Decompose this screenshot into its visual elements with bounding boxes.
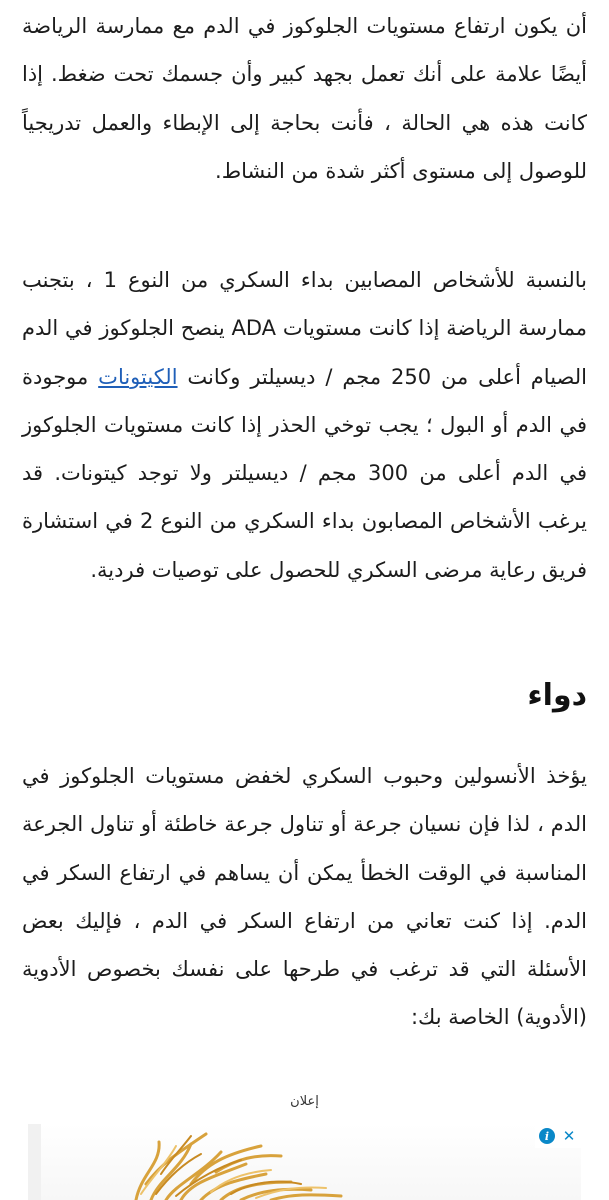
- paragraph-text-after-link: موجودة في الدم أو البول ؛ يجب توخي الحذر إذا كانت مستويات الجلوكوز في الدم أعلى من 300 مجم / ديسيلتر ولا توجد كيتونات. قد يرغب الأشخاص المصابون بداء السكري من النوع 2 في استشارة فريق رعاية مرضى السكري للحصول على توصيات فردية.: [22, 364, 587, 582]
- paragraph-medication: يؤخذ الأنسولين وحبوب السكري لخفض مستويات الجلوكوز في الدم ، لذا فإن نسيان جرعة أو تناول جرعة خاطئة أو تناول الجرعة المناسبة في الوقت الخطأ يمكن أن يساهم في ارتفاع السكر في الدم. إذا كنت تعاني من ارتفاع السكر في الدم ، فإليك بعض الأسئلة التي قد ترغب في طرحها على نفسك بخصوص الأدوية (الأدوية) الخاصة بك:: [22, 764, 587, 1030]
- close-icon[interactable]: ✕: [562, 1127, 576, 1145]
- ad-label: إعلان: [290, 1094, 319, 1109]
- info-glyph: i: [539, 1128, 555, 1144]
- paragraph-text-before-link: بالنسبة للأشخاص المصابين بداء السكري من النوع 1 ، بتجنب ممارسة الرياضة إذا كانت مستويات ADA ينصح الجلوكوز في الدم الصيام أعلى من 250 مجم / ديسيلتر وكانت: [22, 268, 587, 389]
- section-heading-medication: دواء: [527, 678, 587, 713]
- info-icon[interactable]: [537, 1126, 557, 1146]
- ad-food-image: [41, 1124, 581, 1200]
- paragraph-exercise-stress: أن يكون ارتفاع مستويات الجلوكوز في الدم مع ممارسة الرياضة أيضًا علامة على أنك تعمل بجهد كبير وأن جسمك تحت ضغط. إذا كانت هذه هي الحالة ، فأنت بحاجة إلى الإبطاء والعمل تدريجياً للوصول إلى مستوى أكثر شدة من النشاط.: [22, 14, 587, 183]
- ad-controls: [535, 1124, 581, 1148]
- ad-banner[interactable]: [28, 1124, 581, 1200]
- ketones-link[interactable]: الكيتونات: [98, 364, 178, 389]
- paragraph-type1-ada: [22, 256, 587, 594]
- ad-image[interactable]: [41, 1124, 581, 1200]
